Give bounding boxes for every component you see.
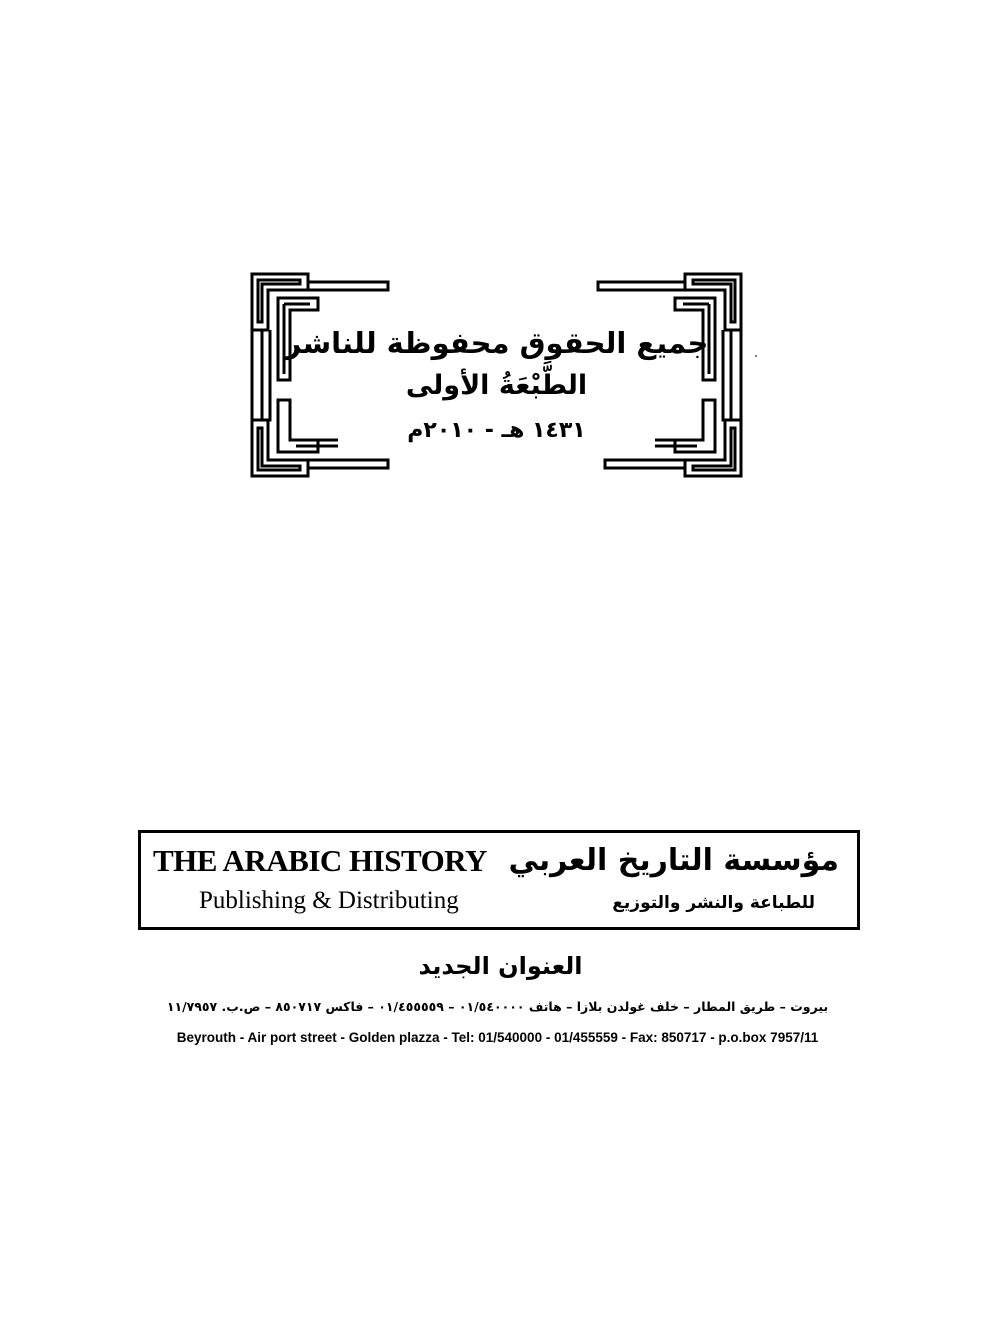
publisher-subtitle-ar: للطباعة والنشر والتوزيع [612,893,815,913]
copyright-notice: جميع الحقوق محفوظة للناشر [284,326,709,360]
publication-date: ١٤٣١ هـ - ٢٠١٠م [407,418,586,443]
publisher-name-en: THE ARABIC HISTORY [153,843,487,878]
new-address-heading: العنوان الجديد [418,952,583,980]
publisher-name-ar: مؤسسة التاريخ العربي [508,843,839,878]
copyright-frame [248,270,745,480]
publisher-subtitle-en: Publishing & Distributing [199,887,459,914]
publisher-logo-box [138,830,860,930]
address-arabic: بيروت – طريق المطار – خلف غولدن بلازا – هاتف ٠١/٥٤٠٠٠٠ – ٠١/٤٥٥٥٥٩ – فاكس ٨٥٠٧١٧ – ص.ب. ١١/٧٩٥٧ [166,999,829,1014]
address-english: Beyrouth - Air port street - Golden plazza - Tel: 01/540000 - 01/455559 - Fax: 850717 - p.o.box 7957/11 [176,1030,819,1045]
edition-label: الطَّبْعَةُ الأولى [405,370,588,401]
ink-speck [755,355,757,357]
